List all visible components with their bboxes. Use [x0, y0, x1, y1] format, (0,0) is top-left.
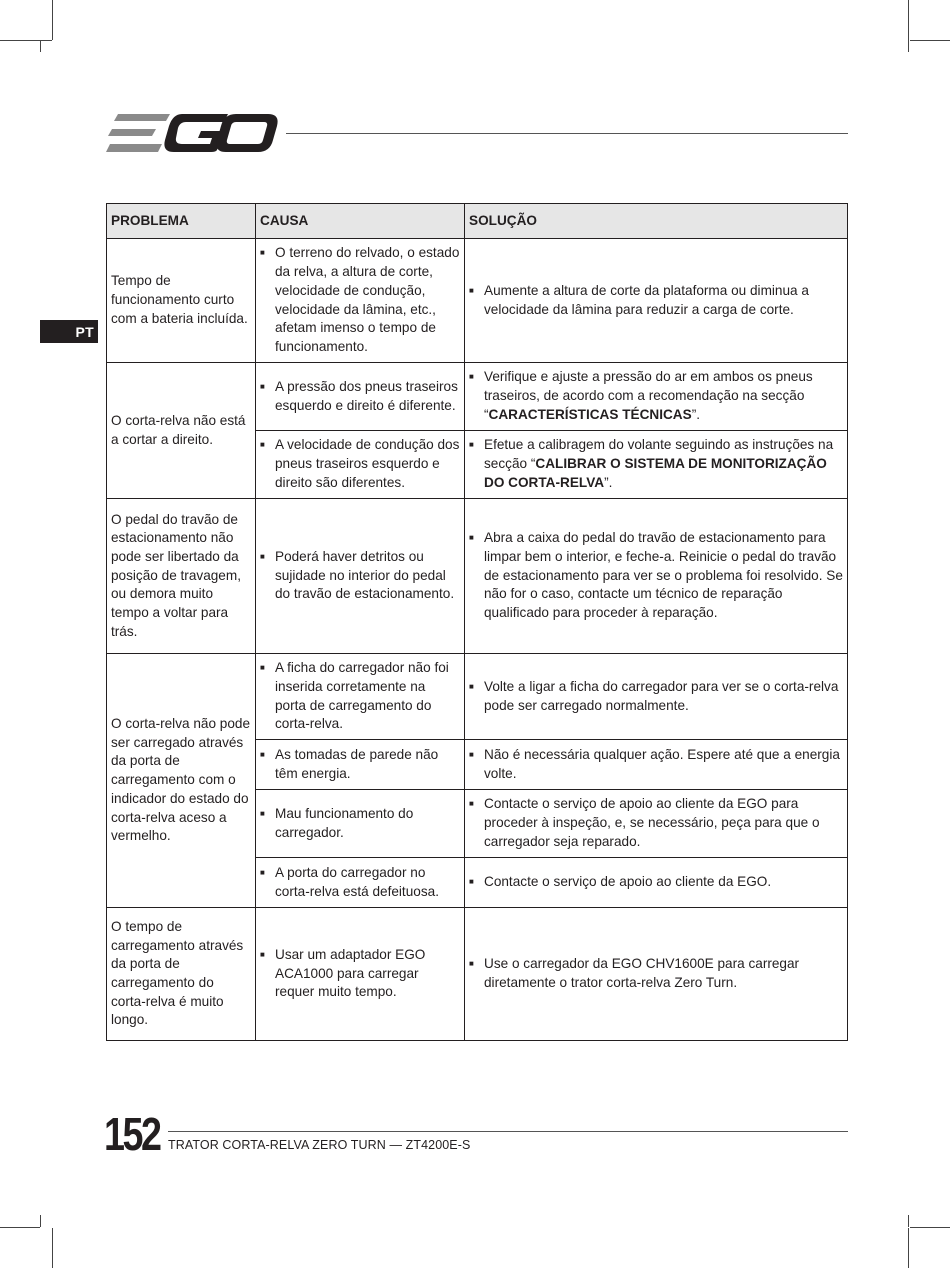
- header-solution: SOLUÇÃO: [465, 204, 848, 239]
- cause-cell: ■ Mau funcionamento do carregador.: [256, 790, 465, 858]
- bullet-icon: ■: [260, 381, 265, 391]
- bullet-icon: ■: [469, 372, 474, 382]
- table-row: [107, 499, 848, 654]
- table-row: [107, 908, 848, 1041]
- bullet-icon: ■: [260, 867, 265, 877]
- problem-cell: O pedal do travão de estacionamento não pode ser libertado da posição de travagem, ou demora muito tempo a voltar para trás.: [107, 499, 256, 654]
- page-number: 152: [104, 1108, 160, 1160]
- solution-cell: ■ Não é necessária qualquer ação. Espere até que a energia volte.: [465, 740, 848, 790]
- bullet-icon: ■: [469, 533, 474, 543]
- bullet-icon: ■: [260, 248, 265, 258]
- cause-cell: ■ A velocidade de condução dos pneus traseiros esquerdo e direito são diferentes.: [256, 431, 465, 499]
- bullet-icon: ■: [260, 749, 265, 759]
- problem-cell: O corta-relva não pode ser carregado através da porta de carregamento com o indicador do estado do corta-relva aceso a vermelho.: [107, 654, 256, 908]
- crop-mark: [52, 0, 53, 40]
- solution-cell: ■ Abra a caixa do pedal do travão de estacionamento para limpar bem o interior, e feche-a. Reinicie o pedal do travão de estacionamento para ver se o problema foi resolvido. Se não for o caso, contacte um técnico de reparação qualificado para proceder à reparação.: [465, 499, 848, 654]
- bullet-icon: ■: [469, 799, 474, 809]
- crop-mark: [908, 0, 909, 40]
- cause-cell: ■ A ficha do carregador não foi inserida corretamente na porta de carregamento do corta-relva.: [256, 654, 465, 740]
- cause-cell: ■ A pressão dos pneus traseiros esquerdo e direito é diferente.: [256, 363, 465, 431]
- footer-rule: [168, 1131, 848, 1132]
- solution-cell: ■ Contacte o serviço de apoio ao cliente da EGO.: [465, 858, 848, 908]
- crop-mark: [52, 1228, 53, 1268]
- solution-cell: ■ Aumente a altura de corte da plataforma ou diminua a velocidade da lâmina para reduzir a carga de corte.: [465, 239, 848, 363]
- table-row: [107, 363, 848, 431]
- header-rule: [286, 133, 848, 134]
- solution-cell: ■ Contacte o serviço de apoio ao cliente da EGO para proceder à inspeção, e, se necessário, peça para que o carregador seja reparado.: [465, 790, 848, 858]
- troubleshooting-table: [106, 203, 848, 1041]
- bullet-icon: ■: [469, 440, 474, 450]
- solution-cell: ■ Use o carregador da EGO CHV1600E para carregar diretamente o trator corta-relva Zero Turn.: [465, 908, 848, 1041]
- table-row: [107, 654, 848, 740]
- bullet-icon: ■: [260, 663, 265, 673]
- crop-mark: [910, 40, 950, 41]
- solution-cell: ■ Verifique e ajuste a pressão do ar em ambos os pneus traseiros, de acordo com a recomendação na secção “CARACTERÍSTICAS TÉCNICAS”.: [465, 363, 848, 431]
- bullet-icon: ■: [260, 808, 265, 818]
- header-problem: PROBLEMA: [107, 204, 256, 239]
- cause-cell: ■ As tomadas de parede não têm energia.: [256, 740, 465, 790]
- cause-cell: ■ A porta do carregador no corta-relva está defeituosa.: [256, 858, 465, 908]
- crop-mark: [0, 40, 40, 41]
- problem-cell: Tempo de funcionamento curto com a bateria incluída.: [107, 239, 256, 363]
- bullet-icon: ■: [260, 440, 265, 450]
- crop-mark: [908, 1228, 909, 1268]
- bullet-icon: ■: [469, 877, 474, 887]
- table-row: [107, 239, 848, 363]
- crop-mark: [40, 40, 52, 41]
- crop-mark: [908, 40, 909, 52]
- cause-cell: ■ Usar um adaptador EGO ACA1000 para carregar requer muito tempo.: [256, 908, 465, 1041]
- crop-mark: [40, 40, 41, 52]
- header-cause: CAUSA: [256, 204, 465, 239]
- bullet-icon: ■: [469, 285, 474, 295]
- crop-mark: [910, 1227, 950, 1228]
- language-tab: PT: [40, 320, 98, 343]
- problem-cell: O tempo de carregamento através da porta de carregamento do corta-relva é muito longo.: [107, 908, 256, 1041]
- crop-mark: [0, 1227, 40, 1228]
- solution-cell: ■ Efetue a calibragem do volante seguindo as instruções na secção “CALIBRAR O SISTEMA DE MONITORIZAÇÃO DO CORTA-RELVA”.: [465, 431, 848, 499]
- bullet-icon: ■: [469, 749, 474, 759]
- footer-title: TRATOR CORTA-RELVA ZERO TURN — ZT4200E-S: [168, 1138, 471, 1152]
- crop-mark: [908, 1215, 909, 1227]
- solution-cell: ■ Volte a ligar a ficha do carregador para ver se o corta-relva pode ser carregado normalmente.: [465, 654, 848, 740]
- table-header-row: [107, 204, 848, 239]
- bullet-icon: ■: [260, 551, 265, 561]
- bullet-icon: ■: [469, 681, 474, 691]
- cause-cell: ■ Poderá haver detritos ou sujidade no interior do pedal do travão de estacionamento.: [256, 499, 465, 654]
- cause-cell: ■ O terreno do relvado, o estado da relva, a altura de corte, velocidade de condução, velocidade da lâmina, etc., afetam imenso o tempo de funcionamento.: [256, 239, 465, 363]
- crop-mark: [40, 1215, 41, 1227]
- bullet-icon: ■: [260, 949, 265, 959]
- bullet-icon: ■: [469, 959, 474, 969]
- ego-logo: [106, 112, 278, 154]
- problem-cell: O corta-relva não está a cortar a direito.: [107, 363, 256, 499]
